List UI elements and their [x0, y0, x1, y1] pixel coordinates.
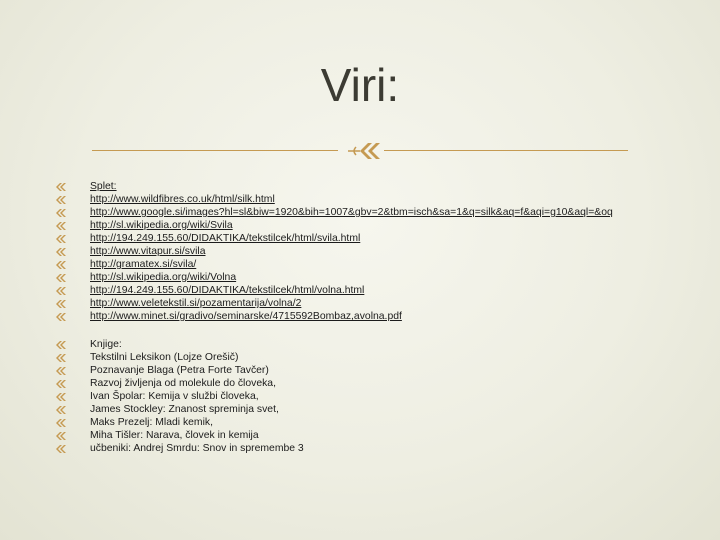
double-chevron-bullet-icon	[56, 273, 67, 283]
source-link[interactable]: http://www.veletekstil.si/pozamentarija/volna/2	[90, 298, 302, 309]
source-link[interactable]: http://www.minet.si/gradivo/seminarske/4715592Bombaz,avolna.pdf	[90, 311, 402, 322]
double-chevron-bullet-icon	[56, 234, 67, 244]
source-link[interactable]: http://gramatex.si/svila/	[90, 259, 197, 270]
double-chevron-bullet-icon	[56, 379, 67, 389]
source-text: James Stockley: Znanost spreminja svet,	[90, 404, 279, 415]
double-chevron-bullet-icon	[56, 366, 67, 376]
double-chevron-bullet-icon	[56, 221, 67, 231]
double-chevron-bullet-icon	[56, 418, 67, 428]
source-text: Ivan Špolar: Kemija v službi človeka,	[90, 391, 259, 402]
source-link[interactable]: http://194.249.155.60/DIDAKTIKA/tekstilcek/html/svila.html	[90, 233, 361, 244]
double-chevron-bullet-icon	[56, 247, 67, 257]
source-text: Razvoj življenja od molekule do človeka,	[90, 378, 276, 389]
double-chevron-bullet-icon	[56, 444, 67, 454]
double-chevron-bullet-icon	[56, 340, 67, 350]
source-text: učbeniki: Andrej Smrdu: Snov in spremembe 3	[90, 443, 304, 454]
source-text: Maks Prezelj: Mladi kemik,	[90, 417, 213, 428]
source-link[interactable]: http://www.google.si/images?hl=sl&biw=1920&bih=1007&gbv=2&tbm=isch&sa=1&q=silk&aq=f&aqi=g10&aql=&oq	[90, 207, 613, 218]
slide-title: Viri:	[320, 59, 400, 111]
source-text: Poznavanje Blaga (Petra Forte Tavčer)	[90, 365, 269, 376]
source-link[interactable]: http://194.249.155.60/DIDAKTIKA/tekstilcek/html/volna.html	[90, 285, 365, 296]
source-link[interactable]: http://www.vitapur.si/svila	[90, 246, 206, 257]
double-chevron-bullet-icon	[56, 312, 67, 322]
divider-line-left	[92, 150, 338, 151]
double-chevron-bullet-icon	[56, 286, 67, 296]
divider-line-right	[384, 150, 628, 151]
double-chevron-bullet-icon	[56, 208, 67, 218]
section-label: Knjige:	[90, 339, 122, 350]
section-label: Splet:	[90, 181, 117, 192]
double-chevron-bullet-icon	[56, 195, 67, 205]
double-chevron-bullet-icon	[56, 260, 67, 270]
source-link[interactable]: http://www.wildfibres.co.uk/html/silk.html	[90, 194, 275, 205]
double-chevron-bullet-icon	[56, 182, 67, 192]
flourish-ornament-icon	[346, 139, 380, 163]
double-chevron-bullet-icon	[56, 353, 67, 363]
source-text: Tekstilni Leksikon (Lojze Orešič)	[90, 352, 239, 363]
double-chevron-bullet-icon	[56, 431, 67, 441]
source-text: Miha Tišler: Narava, človek in kemija	[90, 430, 259, 441]
source-link[interactable]: http://sl.wikipedia.org/wiki/Volna	[90, 272, 237, 283]
double-chevron-bullet-icon	[56, 392, 67, 402]
double-chevron-bullet-icon	[56, 299, 67, 309]
source-link[interactable]: http://sl.wikipedia.org/wiki/Svila	[90, 220, 233, 231]
double-chevron-bullet-icon	[56, 405, 67, 415]
